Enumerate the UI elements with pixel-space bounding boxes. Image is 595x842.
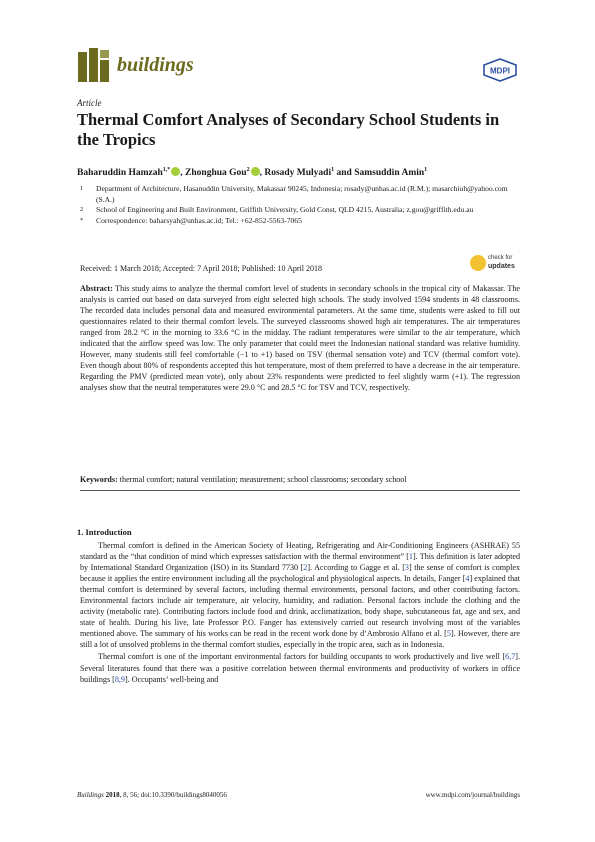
abstract: [80, 283, 520, 393]
author-affil-mark: 2: [246, 167, 250, 173]
paragraph-text: ]. Several literatures found that there was a positive correlation between thermal environments and productivity of workers in office buildings [: [80, 652, 520, 684]
author-name[interactable]: Rosady Mulyadi: [264, 168, 332, 179]
check-updates-icon: [470, 255, 486, 271]
affiliation-mark: 1: [80, 185, 84, 192]
abstract-text: This study aims to analyze the thermal comfort level of students in secondary schools in the tropical city of Makassar. The analysis is carried out based on data surveyed from eight selected high schools. The study involved 1594 students in 48 classrooms. The recorded data includes personal data and measured environmental parameters. At the same time, students were asked to fill out questionnaires related to their thermal comfort levels. The surveyed classrooms showed high air temperatures. The air temperatures ranged from 28.2 °C in the morning to 33.6 °C in the midday. The radiant temperatures were similar to the air temperature, which indicated that the airflow speed was low. The only parameter that could meet the Indonesian national standard was relative humidity. However, many students still feel comfortable (−1 to +1) based on TSV (thermal sensation vote) and TCV (thermal comfort vote). Even though about 80% of respondents accepted this hot temperature, most of them preferred to have a decrease in the air temperature. Regarding the PMV (predicted mean vote), only about 23% respondents were predicted to feel slightly warm (+1). The regression analyses show that the neutral temperatures were 29.0 °C and 28.5 °C for TSV and TCV, respectively.: [80, 284, 520, 393]
author-name[interactable]: Zhonghua Gou: [185, 168, 247, 179]
citation-link[interactable]: 3: [404, 563, 409, 573]
citation-link[interactable]: 1: [408, 552, 413, 562]
paragraph-text: ] explained that thermal comfort is determined by several factors, including thermal environments, personal factors, and other contributing factors. Environmental factors include air temperature, air velocity, humidity, and radiation. Personal factors include the clothing and the activity (metabolic rate). Contributing factors include food and drink, acclimatization, body shape, subcutaneous fat, age and sex, and state of health. During his live, late Professor P.O. Fanger has extensively carried out research involving most of the variables mentioned above. The summary of his works can be read in the recent work done by d’Ambrosio Alfano et al. [: [80, 574, 520, 639]
affiliation-item: [80, 216, 520, 227]
citation-link[interactable]: 4: [465, 574, 470, 584]
author-list: Baharuddin Hamzah$^{1,*}$ , Zhonghua Gou$^2$ , Rosady Mulyadi$^1$ and Samsuddin Amin$^1$: [77, 167, 428, 179]
citation-journal: Buildings: [77, 791, 104, 799]
affiliation-mark: *: [80, 216, 84, 224]
buildings-logo-icon: [77, 48, 111, 82]
keywords-label: Keywords:: [80, 475, 118, 484]
mdpi-logo-icon: [482, 58, 518, 82]
journal-url[interactable]: www.mdpi.com/journal/buildings: [425, 791, 520, 799]
article-type: Article: [77, 98, 102, 108]
paragraph-text: ]. Occupants’ well-being and: [124, 674, 219, 684]
publication-dates: Received: 1 March 2018; Accepted: 7 April 2018; Published: 10 April 2018: [80, 264, 322, 273]
section-heading: 1. Introduction: [77, 527, 132, 537]
affiliations: [80, 184, 520, 226]
paragraph-text: Thermal comfort is one of the important environmental factors for building occupants to work productively and live well [: [98, 652, 506, 662]
affiliation-text: School of Engineering and Built Environment, Griffith University, Gold Const, QLD 4215, Australia; z.gou@griffith.edu.au: [96, 205, 474, 214]
intro-paragraph-2: [80, 651, 520, 684]
paragraph-text: ] the sense of comfort is complex because it applies the entire environment including all the psychological and physiological aspects. In details, Fanger [: [80, 563, 520, 584]
journal-name: buildings: [117, 54, 194, 76]
paragraph-text: ]. However, there are still a lot of unsolved problems in the thermal comfort studies, especially in the tropic area, such as in Indonesia.: [80, 629, 520, 650]
section-divider: [80, 490, 520, 491]
affiliation-mark: 2: [80, 206, 84, 213]
journal-header: [77, 46, 517, 86]
author-name[interactable]: Baharuddin Hamzah: [77, 168, 163, 179]
author-affil-mark: 1: [424, 167, 428, 173]
author-affil-mark: 1,*: [162, 167, 171, 173]
citation-link[interactable]: 2: [303, 563, 308, 573]
check-for-updates-badge[interactable]: [470, 254, 520, 276]
keywords-text: thermal comfort; natural ventilation; measurement; school classrooms; secondary school: [119, 475, 407, 484]
check-updates-line2: updates: [488, 263, 515, 270]
affiliation-item: [80, 184, 520, 205]
affiliation-item: [80, 205, 520, 216]
svg-text:MDPI: MDPI: [490, 66, 510, 76]
paper-title: Thermal Comfort Analyses of Secondary School Students in the Tropics: [77, 110, 500, 149]
authors-joiner: and: [336, 168, 352, 179]
intro-paragraph-1: [80, 540, 520, 650]
citation-link[interactable]: 8,9: [114, 674, 125, 684]
orcid-icon[interactable]: [171, 167, 180, 176]
correspondence-text: Correspondence: baharsyah@unhas.ac.id; Tel.: +62-852-5563-7065: [96, 215, 302, 225]
affiliation-text: Department of Architecture, Hasanuddin University, Makassar 90245, Indonesia; rosady@unhas.ac.id (R.M.); masarchiuh@yahoo.com (S.A.): [96, 184, 508, 204]
author-name[interactable]: Samsuddin Amin: [354, 168, 425, 179]
abstract-label: Abstract:: [80, 284, 113, 293]
introduction-body: [80, 540, 520, 685]
citation-line: [77, 791, 227, 799]
paragraph-text: Thermal comfort is defined in the American Society of Heating, Refrigerating and Air-Conditioning Engineers (ASHRAE) 55 standard as the “that condition of mind which expresses satisfaction with the thermal environment” [: [80, 541, 520, 562]
keywords: [80, 474, 520, 485]
citation-rest: , 8, 56; doi:10.3390/buildings8040056: [119, 791, 227, 799]
check-updates-line1: check for: [488, 255, 513, 261]
paragraph-text: ]. This definition is later adopted by International Standard Organization (ISO) in its Standard 7730 [: [80, 552, 520, 573]
citation-year: 2018: [105, 791, 120, 799]
paragraph-text: ]. According to Gagge et al. [: [307, 563, 405, 573]
citation-link[interactable]: 6,7: [505, 652, 516, 662]
orcid-icon[interactable]: [251, 167, 260, 176]
author-affil-mark: 1: [331, 167, 335, 173]
citation-link[interactable]: 5: [446, 629, 451, 639]
